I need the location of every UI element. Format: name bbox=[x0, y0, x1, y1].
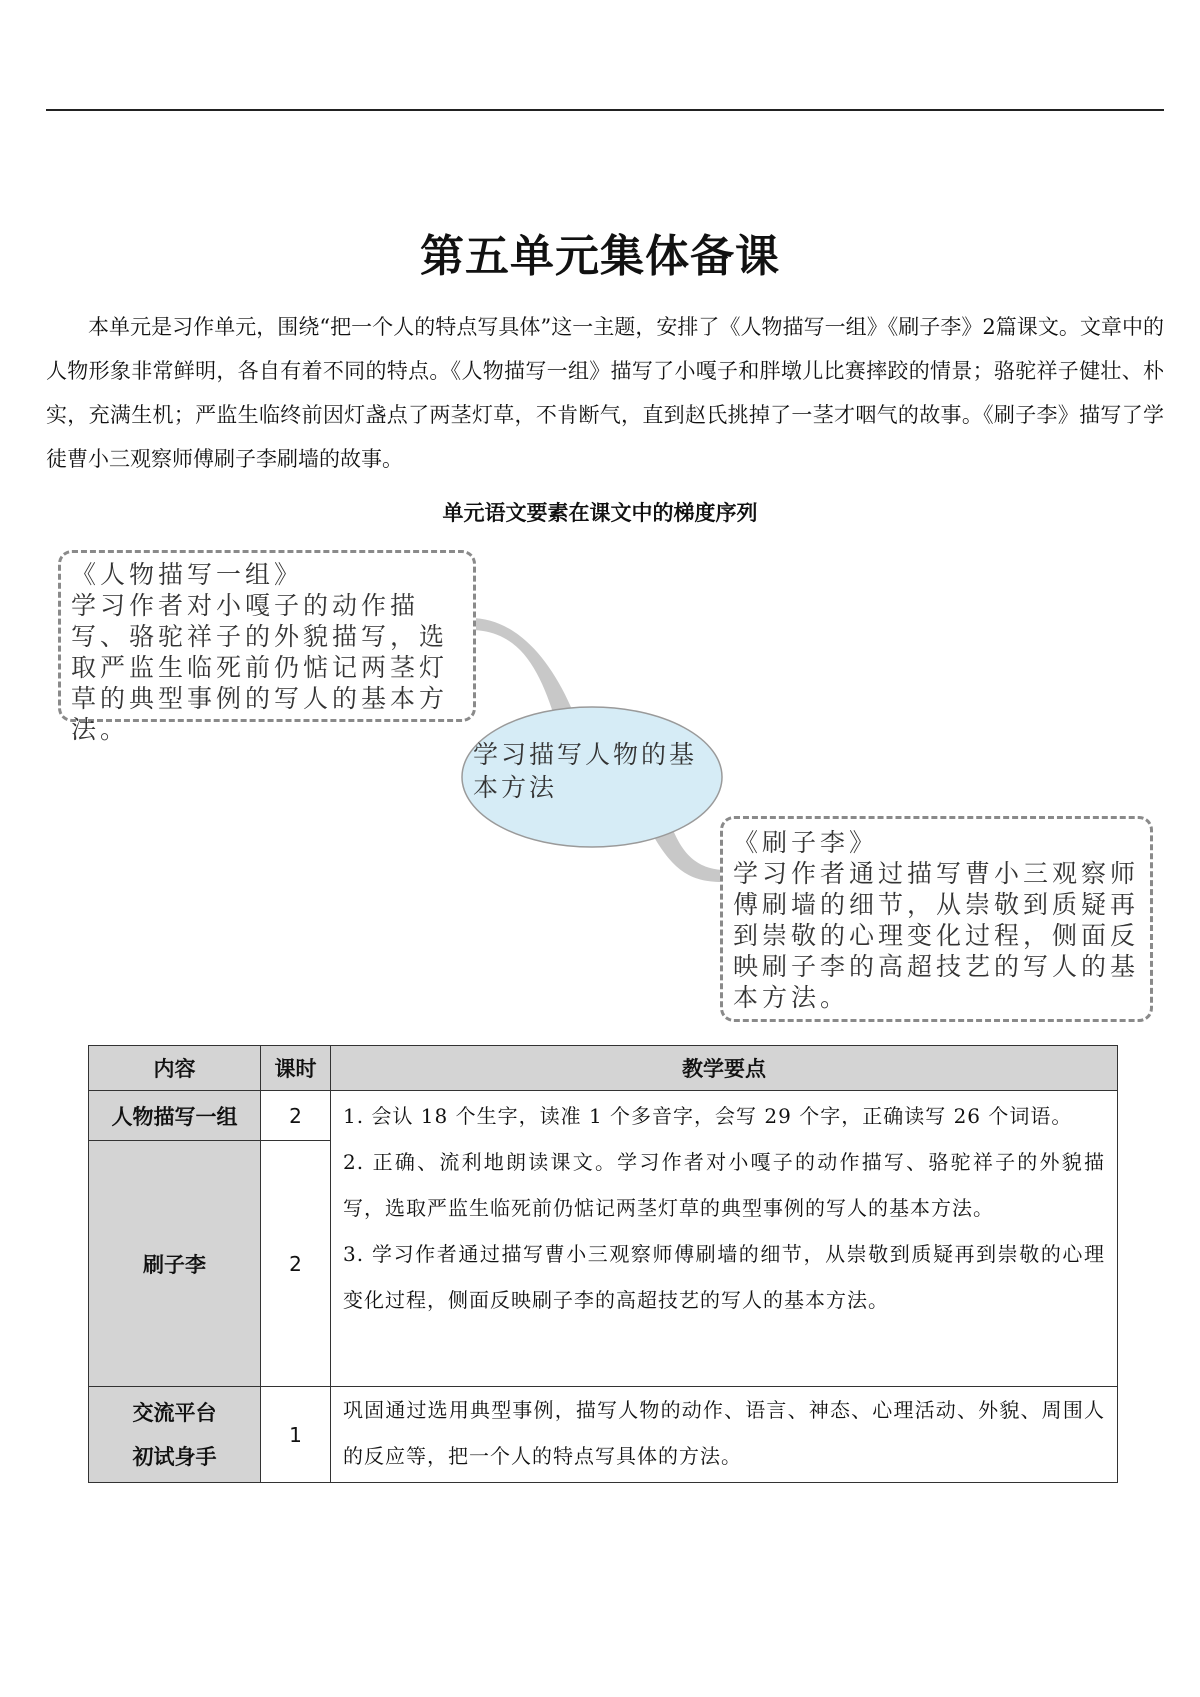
row-hours: 2 bbox=[261, 1091, 331, 1141]
box-title: 《刷子李》 bbox=[733, 828, 879, 857]
header-points: 教学要点 bbox=[331, 1046, 1118, 1091]
row-name-line2: 初试身手 bbox=[132, 1444, 217, 1469]
row-points: 巩固通过选用典型事例，描写人物的动作、语言、神态、心理活动、外貌、周围人的反应等，把一个人的特点写具体的方法。 bbox=[331, 1387, 1118, 1483]
page-title: 第五单元集体备课 bbox=[420, 231, 780, 282]
header-hours: 课时 bbox=[261, 1046, 331, 1091]
top-rule bbox=[46, 109, 1164, 111]
table-header-row bbox=[89, 1046, 1118, 1091]
row-hours: 1 bbox=[261, 1387, 331, 1483]
teaching-plan-table bbox=[88, 1045, 1118, 1483]
box-body: 学习作者通过描写曹小三观察师傅刷墙的细节，从崇敬到质疑再到崇敬的心理变化过程，侧面反映刷子李的高超技艺的写人的基本方法。 bbox=[733, 859, 1140, 1012]
point-3: 3. 学习作者通过描写曹小三观察师傅刷墙的细节，从崇敬到质疑再到崇敬的心理变化过程，侧面反映刷子李的高超技艺的写人的基本方法。 bbox=[343, 1242, 1105, 1312]
connector-upper bbox=[470, 618, 574, 722]
row-name-line1: 交流平台 bbox=[132, 1400, 217, 1425]
row-hours: 2 bbox=[261, 1141, 331, 1387]
row-name: 刷子李 bbox=[89, 1141, 261, 1387]
row-name: 人物描写一组 bbox=[89, 1091, 261, 1141]
box-title: 《人物描写一组》 bbox=[71, 560, 304, 589]
table-row bbox=[89, 1091, 1118, 1141]
center-topic: 学习描写人物的基本方法 bbox=[473, 740, 698, 802]
row-name bbox=[89, 1387, 261, 1483]
point-2: 2. 正确、流利地朗读课文。学习作者对小嘎子的动作描写、骆驼祥子的外貌描写，选取严监生临死前仍惦记两茎灯草的典型事例的写人的基本方法。 bbox=[343, 1150, 1105, 1220]
intro-paragraph: 本单元是习作单元，围绕“把一个人的特点写具体”这一主题，安排了《人物描写一组》《刷子李》2篇课文。文章中的人物形象非常鲜明，各自有着不同的特点。《人物描写一组》描写了小嘎子和胖墩儿比赛摔跤的情景；骆驼祥子健壮、朴实，充满生机；严监生临终前因灯盏点了两茎灯草，不肯断气，直到赵氏挑掉了一茎才咽气的故事。《刷子李》描写了学徒曹小三观察师傅刷子李刷墙的故事。 bbox=[46, 315, 1164, 471]
header-content: 内容 bbox=[89, 1046, 261, 1091]
box-body: 学习作者对小嘎子的动作描写、骆驼祥子的外貌描写，选取严监生临死前仍惦记两茎灯草的典型事例的写人的基本方法。 bbox=[71, 591, 449, 744]
table-row bbox=[89, 1387, 1118, 1483]
point-1: 1. 会认 18 个生字，读准 1 个多音字，会写 29 个字，正确读写 26 个词语。 bbox=[343, 1104, 1073, 1128]
row-points bbox=[331, 1091, 1118, 1387]
diagram-heading: 单元语文要素在课文中的梯度序列 bbox=[442, 501, 758, 525]
lesson-box-renwu bbox=[58, 550, 476, 744]
lesson-box-shuazili bbox=[720, 816, 1153, 1022]
